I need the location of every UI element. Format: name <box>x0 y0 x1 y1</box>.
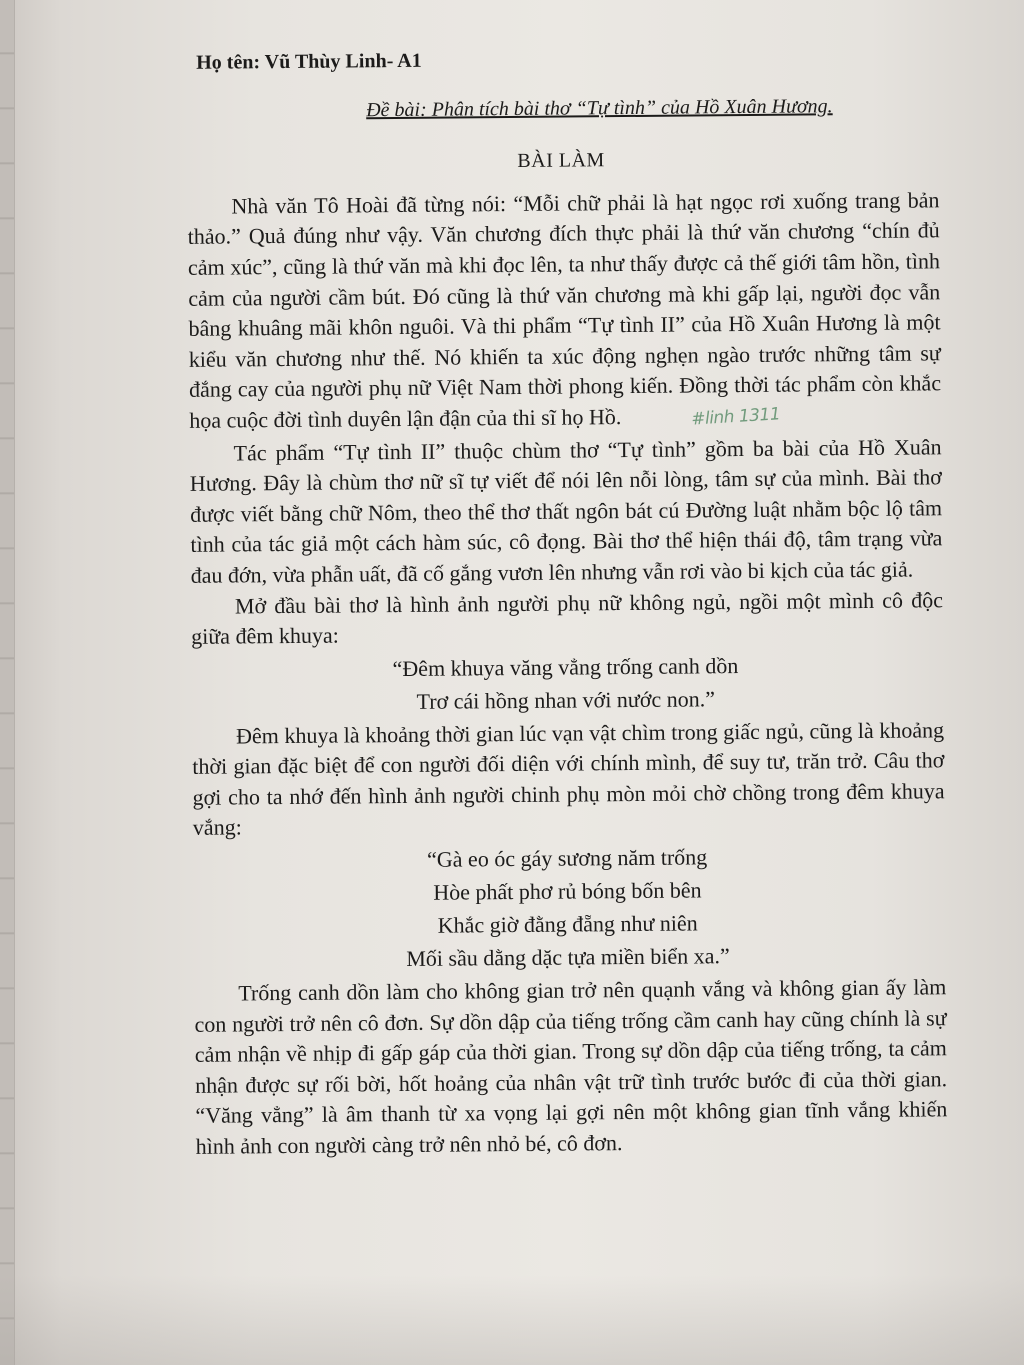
verse-quote-1 <box>175 647 956 720</box>
verse-line: Khắc giờ đằng đẵng như niên <box>437 910 698 938</box>
verse-quote-2 <box>177 838 958 977</box>
paragraph-night: Đêm khuya là khoảng thời gian lúc vạn vật chìm trong giấc ngủ, cũng là khoảng thời gian đặc biệt để con người đối diện với chính mình, để suy tư, trăn trở. Câu thơ gợi cho ta nhớ đến hình ảnh người chinh phụ mòn mỏi chờ chồng trong đêm khuya vắng: <box>192 716 945 841</box>
assignment-title: Đề bài: Phân tích bài thơ “Tự tình” của Hồ Xuân Hương. <box>366 94 833 121</box>
paragraph-context: Tác phẩm “Tự tình II” thuộc chùm thơ “Tự tình” gồm ba bài của Hồ Xuân Hương. Đây là chùm thơ nữ sĩ tự viết để nói lên nỗi lòng, tâm sự của mình. Bài thơ được viết bằng chữ Nôm, theo thể thơ thất ngôn bát cú Đường luật nhằm bộc lộ tâm tình của tác giả một cách hàm súc, cô đọng. Bài thơ thể hiện thái độ, tâm trạng vừa đau đớn, vừa phẫn uất, đã cố gắng vươn lên nhưng vẫn rơi vào bi kịch của tác giả. <box>189 433 943 588</box>
underlying-page-edge <box>0 0 15 1365</box>
paragraph-opening: Mở đầu bài thơ là hình ảnh người phụ nữ không ngủ, ngồi một mình cô độc giữa đêm khuya: <box>191 586 944 649</box>
paragraph-intro <box>171 185 953 439</box>
student-name: Họ tên: Vũ Thùy Linh- A1 <box>196 49 422 74</box>
verse-line: Hòe phất phơ rủ bóng bốn bên <box>433 877 702 905</box>
verse-line: “Gà eo óc gáy sương năm trống <box>426 844 708 872</box>
photo-shadow <box>0 1275 1024 1365</box>
essay-heading: BÀI LÀM <box>517 149 605 173</box>
paragraph-intro-text: Nhà văn Tô Hoài đã từng nói: “Mỗi chữ phải là hạt ngọc rơi xuống trang bản thảo.” Quả đúng như vậy. Văn chương đích thực phải là thứ văn chương “chín đủ cảm xúc”, cũng là thứ văn mà khi đọc lên, ta như thấy được cả thế giới tâm hồn, tình cảm của người cầm bút. Đó cũng là thứ văn chương mà khi gấp lại, người đọc vẫn bâng khuâng mãi khôn nguôi. Và thi phẩm “Tự tình II” của Hồ Xuân Hương là một kiểu văn chương như thế. Nó khiến ta xúc động nghẹn ngào trước những tâm sự đắng cay của người phụ nữ Việt Nam thời phong kiến. Đồng thời tác phẩm còn khắc họa cuộc đời tình duyên lận đận của thi sĩ họ Hồ. <box>187 187 942 433</box>
verse-line: Trơ cái hồng nhan với nước non.” <box>416 685 716 714</box>
verse-line: “Đêm khuya văng vẳng trống canh dồn <box>392 652 739 681</box>
essay-sheet <box>170 33 960 1162</box>
handwritten-watermark: #linh 1311 <box>690 404 781 430</box>
verse-line: Mối sầu dằng dặc tựa miền biển xa.” <box>406 943 730 972</box>
paragraph-drum: Trống canh dồn làm cho không gian trở nên quạnh vắng và không gian ấy làm con người trở nên cô đơn. Sự dồn dập của tiếng trống cầm canh hay cũng chính là sự cảm nhận về nhịp đi gấp gáp của thời gian. Trong sự dồn dập của tiếng trống, ta cảm nhận được sự rối bời, hốt hoảng của nhân vật trữ tình trước bước đi của thời gian. “Văng vẳng” là âm thanh từ xa vọng lại gợi nên một không gian tĩnh vắng khiến hình ảnh con người càng trở nên nhỏ bé, cô đơn. <box>194 974 948 1159</box>
